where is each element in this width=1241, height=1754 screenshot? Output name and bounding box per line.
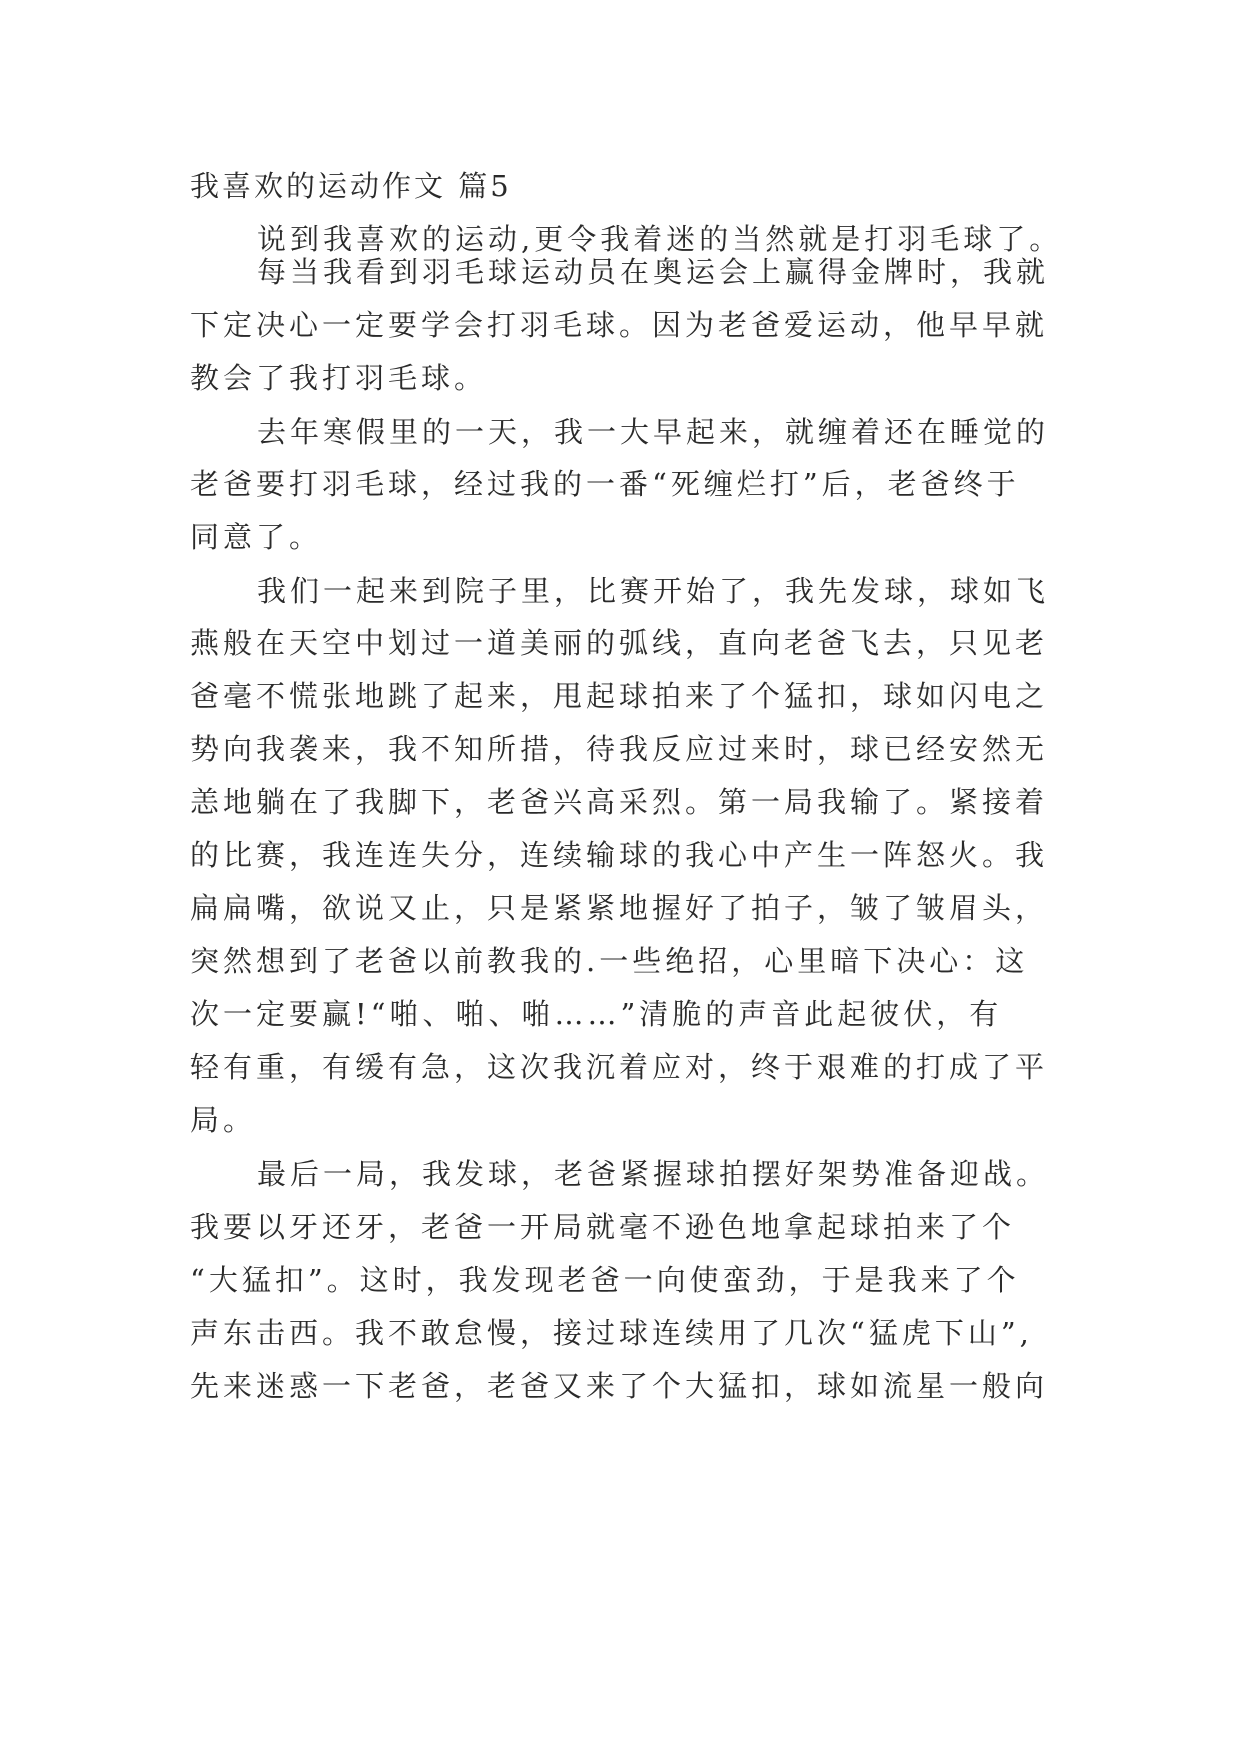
text-line: 最后一局，我发球，老爸紧握球拍摆好架势准备迎战。: [257, 1157, 1050, 1191]
text-line: 说到我喜欢的运动,更令我着迷的当然就是打羽毛球了。: [257, 222, 1063, 256]
text-line: 声东击西。我不敢怠慢，接过球连续用了几次“猛虎下山”,: [190, 1316, 1033, 1350]
text-line: 势向我袭来，我不知所措，待我反应过来时，球已经安然无: [190, 732, 1049, 766]
text-line: 轻有重，有缓有急，这次我沉着应对，终于艰难的打成了平: [190, 1050, 1049, 1084]
text-line: 每当我看到羽毛球运动员在奥运会上赢得金牌时，我就: [257, 255, 1050, 289]
text-line: 次一定要赢!“啪、啪、啪……”清脆的声音此起彼伏，有: [190, 997, 1003, 1031]
text-line: 我要以牙还牙，老爸一开局就毫不逊色地拿起球拍来了个: [190, 1210, 1016, 1244]
text-line: 突然想到了老爸以前教我的.一些绝招，心里暗下决心：这: [190, 944, 1029, 978]
text-line: 扁扁嘴，欲说又止，只是紧紧地握好了拍子，皱了皱眉头，: [190, 891, 1049, 925]
text-line: 先来迷惑一下老爸，老爸又来了个大猛扣，球如流星一般向: [190, 1369, 1049, 1403]
text-line: 局。: [190, 1103, 257, 1137]
text-line: 同意了。: [190, 520, 323, 554]
text-line: “大猛扣”。这时，我发现老爸一向使蛮劲，于是我来了个: [190, 1263, 1020, 1297]
text-line: 的比赛，我连连失分，连续输球的我心中产生一阵怒火。我: [190, 838, 1049, 872]
text-line: 燕般在天空中划过一道美丽的弧线，直向老爸飞去，只见老: [190, 626, 1049, 660]
text-line: 恙地躺在了我脚下，老爸兴高采烈。第一局我输了。紧接着: [190, 785, 1049, 819]
text-line: 我们一起来到院子里，比赛开始了，我先发球，球如飞: [257, 574, 1050, 608]
text-line: 老爸要打羽毛球，经过我的一番“死缠烂打”后，老爸终于: [190, 467, 1020, 501]
text-line: 下定决心一定要学会打羽毛球。因为老爸爱运动，他早早就: [190, 308, 1049, 342]
text-line: 爸毫不慌张地跳了起来，甩起球拍来了个猛扣，球如闪电之: [190, 679, 1049, 713]
text-line: 教会了我打羽毛球。: [190, 361, 488, 395]
document-title: 我喜欢的运动作文 篇5: [190, 169, 512, 203]
text-line: 去年寒假里的一天，我一大早起来，就缠着还在睡觉的: [257, 415, 1050, 449]
